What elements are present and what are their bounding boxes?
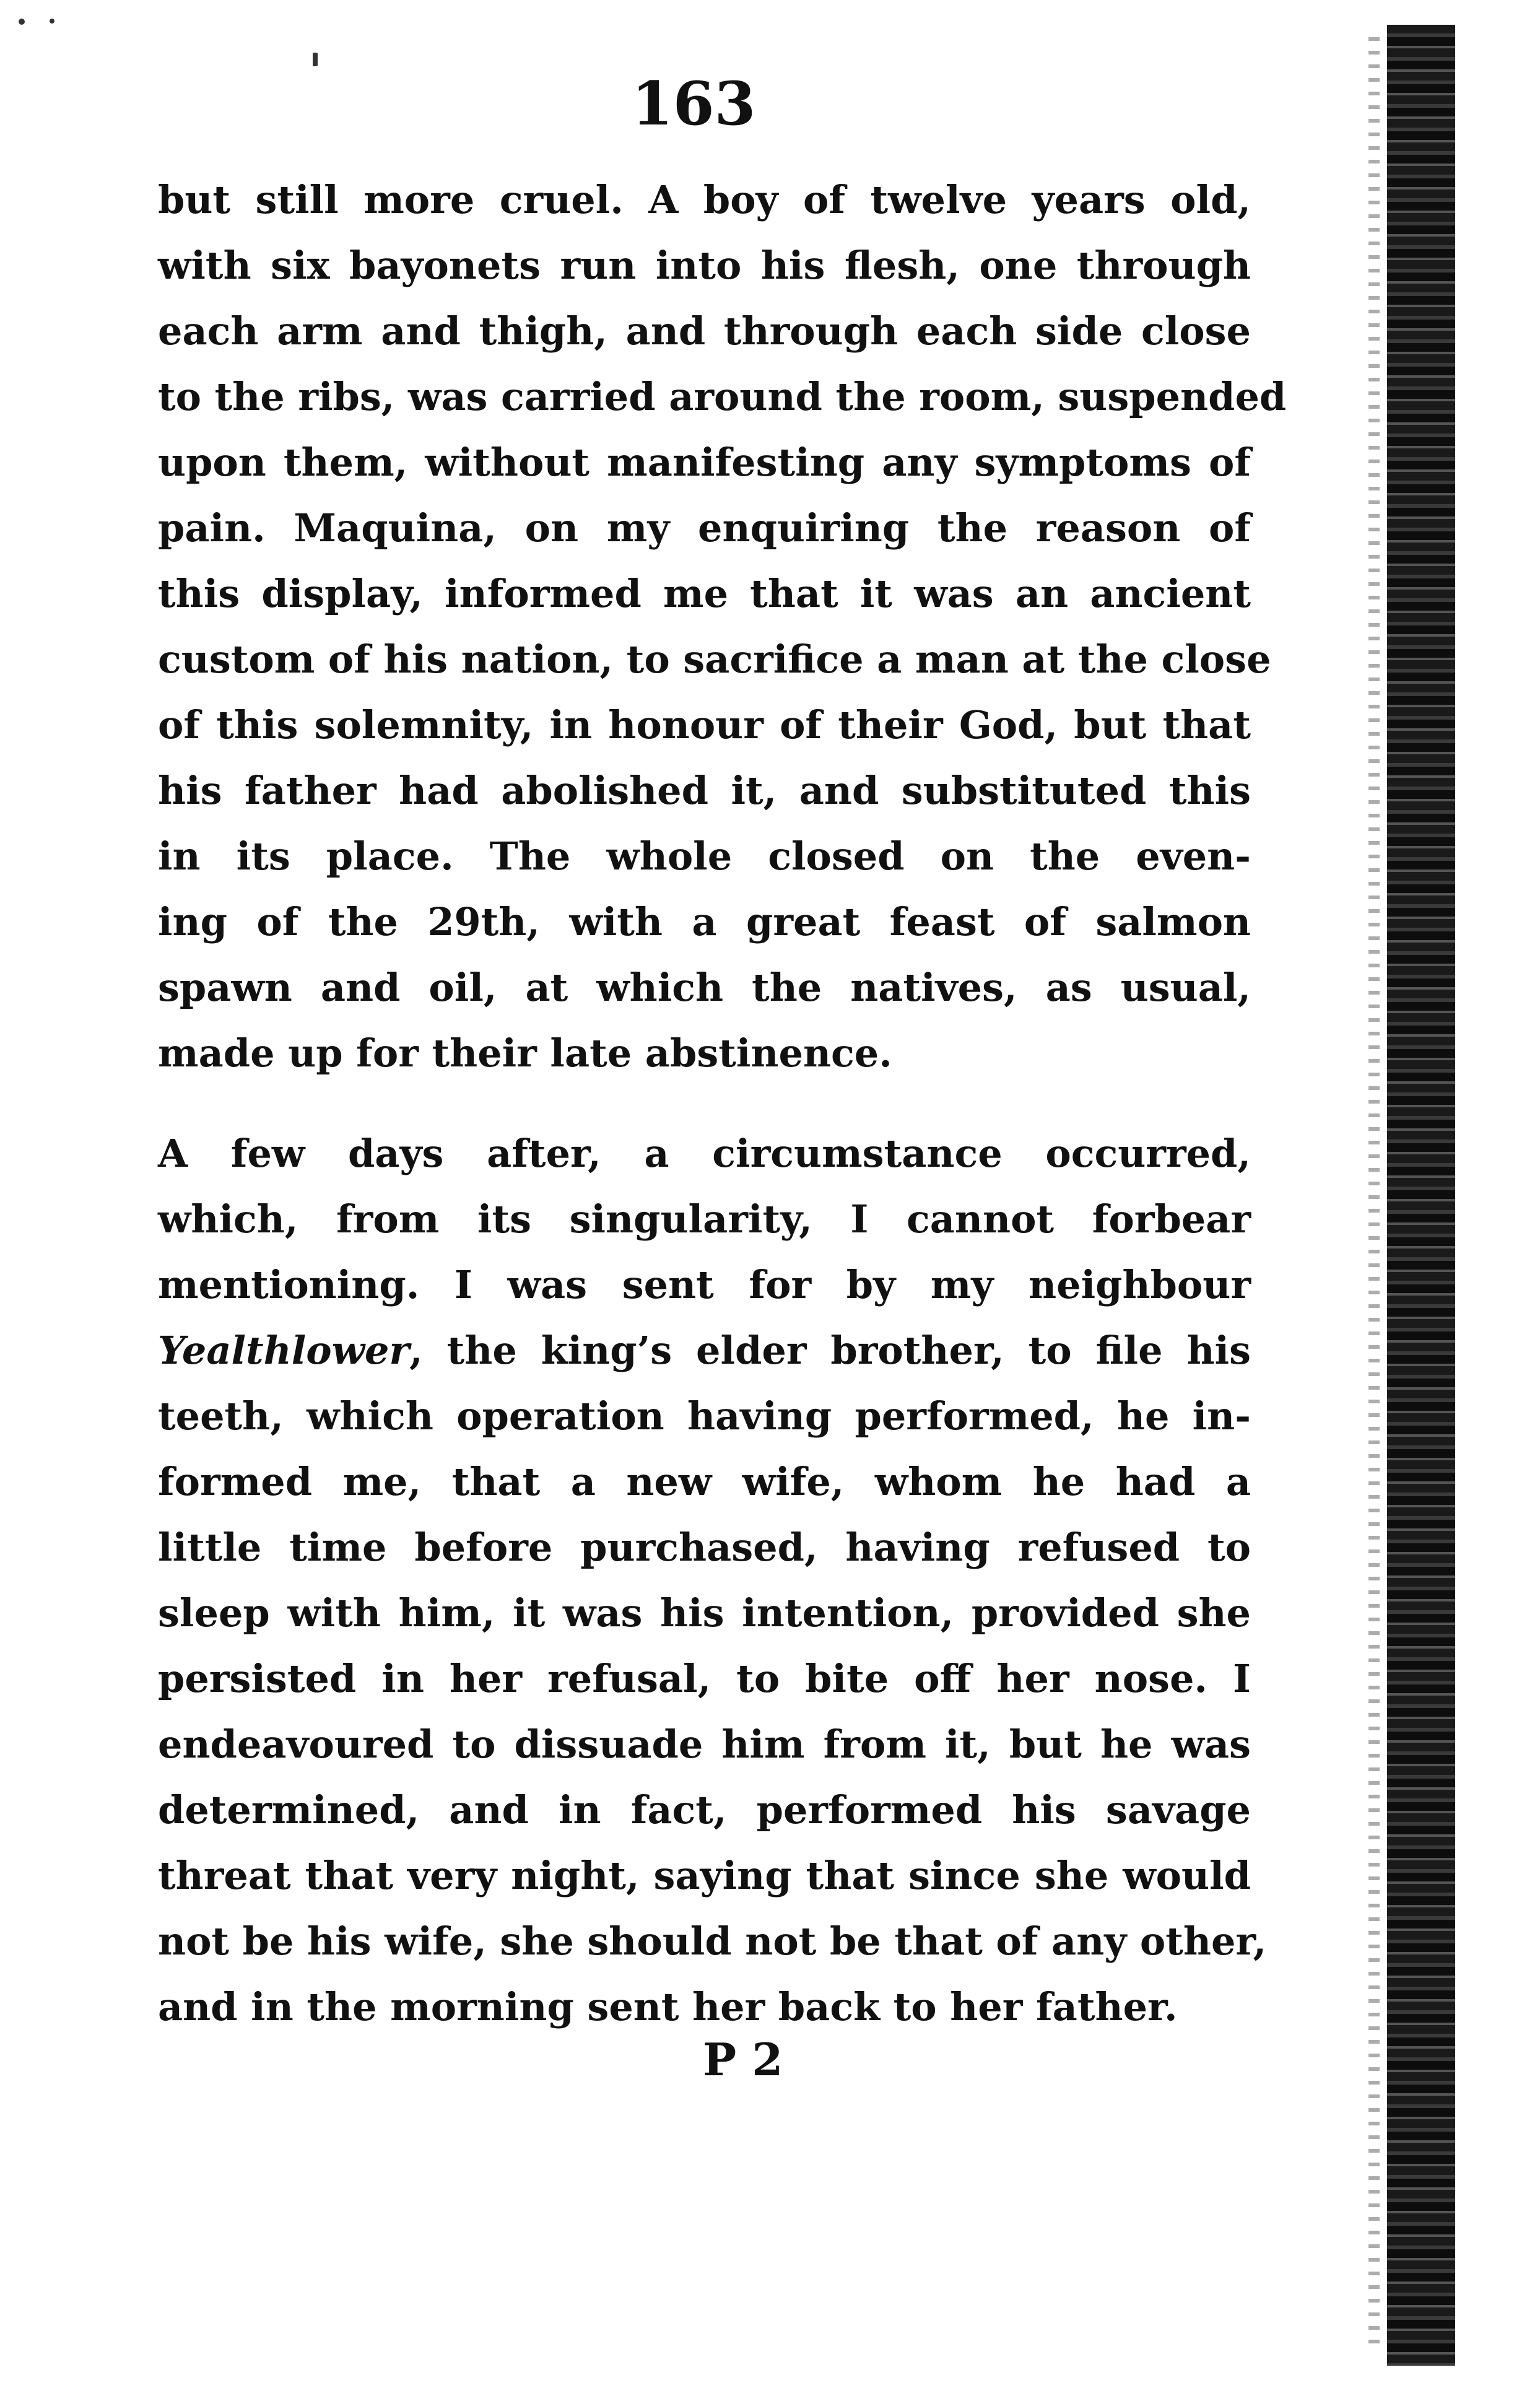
text-line: ing of the 29th, with a great feast of salmon xyxy=(158,899,1251,944)
text-line: with six bayonets run into his flesh, one through xyxy=(158,243,1251,288)
text-line: made up for their late abstinence. xyxy=(158,1031,892,1076)
text-line: upon them, without manifesting any symptoms of xyxy=(158,440,1251,485)
text-line: to the ribs, was carried around the room, suspended xyxy=(158,374,1287,419)
text-line: each arm and thigh, and through each side close xyxy=(158,308,1251,354)
text-line: his father had abolished it, and substituted this xyxy=(158,768,1251,813)
text-line: formed me, that a new wife, whom he had a xyxy=(158,1459,1251,1504)
text-line: not be his wife, she should not be that of any other, xyxy=(158,1919,1267,1964)
paragraph-1 xyxy=(158,167,1287,1086)
text-line: teeth, which operation having performed, he in- xyxy=(158,1393,1251,1439)
text-line: which, from its singularity, I cannot forbear xyxy=(158,1196,1251,1242)
book-binding-edge xyxy=(1387,25,1455,2366)
text-line: of this solemnity, in honour of their God, but that xyxy=(158,702,1251,747)
signature-mark: P 2 xyxy=(703,2033,783,2086)
text-line: pain. Maquina, on my enquiring the reason of xyxy=(158,505,1251,551)
print-speck xyxy=(313,53,318,66)
text-line: in its place. The whole closed on the even- xyxy=(158,834,1251,879)
print-speck xyxy=(50,19,54,24)
text-line: Yealthlower, the king’s elder brother, to file his xyxy=(158,1328,1251,1373)
text-line: determined, and in fact, performed his savage xyxy=(158,1787,1251,1832)
text-line: threat that very night, saying that since she would xyxy=(158,1853,1251,1898)
text-line: endeavoured to dissuade him from it, but he was xyxy=(158,1722,1251,1767)
text-line: but still more cruel. A boy of twelve years old, xyxy=(158,177,1251,222)
text-line: and in the morning sent her back to her father. xyxy=(158,1984,1178,2029)
text-line: mentioning. I was sent for by my neighbour xyxy=(158,1262,1251,1307)
page-number: 163 xyxy=(632,69,756,139)
text-line: spawn and oil, at which the natives, as usual, xyxy=(158,965,1251,1010)
text-line: A few days after, a circumstance occurred, xyxy=(158,1131,1251,1176)
text-line: sleep with him, it was his intention, provided she xyxy=(158,1590,1251,1636)
paragraph-2 xyxy=(158,1121,1267,2040)
text-line: persisted in her refusal, to bite off her nose. I xyxy=(158,1656,1251,1701)
text-line: this display, informed me that it was an ancient xyxy=(158,571,1251,616)
text-line: little time before purchased, having refused to xyxy=(158,1525,1251,1570)
book-binding-shadow xyxy=(1368,37,1380,2353)
print-speck xyxy=(19,19,25,25)
text-line: custom of his nation, to sacrifice a man at the close xyxy=(158,637,1271,682)
